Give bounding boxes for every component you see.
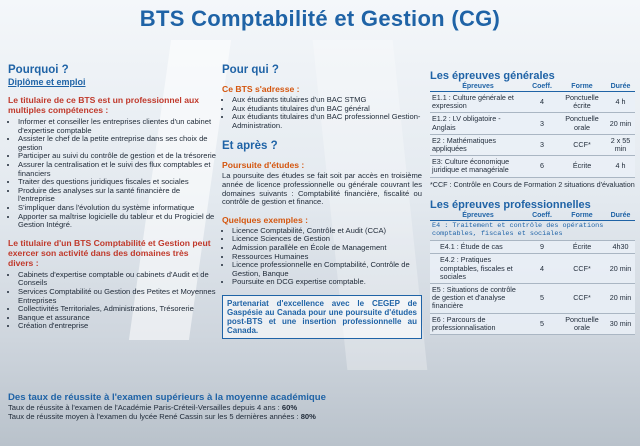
cell-epreuve: E5 : Situations de contrôle de gestion et d'analyse financière	[430, 284, 526, 314]
column-header: Coeff.	[526, 211, 558, 221]
table-row	[430, 156, 635, 177]
column-right	[430, 70, 635, 335]
cell-coeff: 3	[526, 134, 558, 155]
subheading-diplome: Diplôme et emploi	[8, 77, 86, 87]
column-header: Coeff.	[526, 82, 558, 92]
list-item: • Traiter des questions juridiques fiscales et sociales	[18, 178, 216, 187]
cell-forme: CCF*	[558, 254, 606, 284]
column-middle	[222, 64, 422, 339]
cell-forme: Écrite	[558, 241, 606, 254]
success-value: 80%	[300, 412, 316, 421]
section-title-poursuite: Poursuite d'études :	[222, 160, 305, 171]
cell-duree: 4 h	[606, 92, 635, 113]
cell-coeff: 3	[526, 113, 558, 134]
column-header: Forme	[558, 211, 606, 221]
list-item: • Cabinets d'expertise comptable ou cabinets d'Audit et de Conseils	[18, 271, 216, 288]
column-header: Forme	[558, 82, 606, 92]
cell-duree: 2 x 55 min	[606, 134, 635, 155]
cell-epreuve: E4.2 : Pratiques comptables, fiscales et sociales	[430, 254, 526, 284]
section-title-exemples: Quelques exemples :	[222, 214, 308, 225]
domaines-list	[8, 271, 216, 331]
cell-duree: 20 min	[606, 284, 635, 314]
column-header: Épreuves	[430, 211, 526, 221]
page-title: BTS Comptabilité et Gestion (CG)	[139, 6, 501, 31]
cell-epreuve: E1.2 : LV obligatoire - Anglais	[430, 113, 526, 134]
success-rate-section	[8, 392, 428, 421]
exemples-list	[222, 227, 422, 287]
list-item: • Aux étudiants titulaires d'un BAC professionnel Gestion-Administration.	[232, 113, 422, 130]
column-header: Durée	[606, 82, 635, 92]
list-item: • Poursuite en DCG expertise comptable.	[232, 278, 422, 287]
success-value: 60%	[281, 403, 298, 412]
cell-coeff: 4	[526, 254, 558, 284]
list-item: • Participer au suivi du contrôle de gestion et de la trésorerie	[18, 152, 216, 161]
section-title-competences: Le titulaire de ce BTS est un professionnel aux multiples compétences :	[8, 95, 200, 115]
cell-epreuve: E4.1 : Étude de cas	[430, 241, 526, 254]
list-item: • Assister le chef de la petite entreprise dans ses choix de gestion	[18, 135, 216, 152]
table-row	[430, 113, 635, 134]
list-item: • Services Comptabilité ou Gestion des Petites et Moyennes Entreprises	[18, 288, 216, 305]
cell-duree: 30 min	[606, 313, 635, 334]
heading-epreuves-pro: Les épreuves professionnelles	[430, 199, 591, 212]
public-list	[222, 96, 422, 130]
heading-et-apres: Et après ?	[222, 140, 278, 153]
list-item: • Aux étudiants titulaires d'un BAC STMG	[232, 96, 422, 105]
cell-forme: CCF*	[558, 284, 606, 314]
table-row	[430, 284, 635, 314]
table-row	[430, 241, 635, 254]
cell-forme: Ponctuelle orale	[558, 313, 606, 334]
e4-header: E4 : Traitement et contrôle des opérations comptables, fiscales et sociales	[430, 221, 635, 241]
table-row	[430, 254, 635, 284]
list-item: • Collectivités Territoriales, Administrations, Trésorerie	[18, 305, 216, 314]
list-item: • Licence Comptabilité, Contrôle et Audit (CCA)	[232, 227, 422, 236]
cell-epreuve: E6 : Parcours de professionnalisation	[430, 313, 526, 334]
cell-duree: 4 h	[606, 156, 635, 177]
list-item: • Apporter sa maîtrise logicielle du tableur et du Progiciel de Gestion Intégré.	[18, 213, 216, 230]
cell-duree: 20 min	[606, 113, 635, 134]
section-title-domaines: Le titulaire d'un BTS Comptabilité et Gestion peut exercer son activité dans des domaines très divers :	[8, 237, 211, 268]
success-line-text: Taux de réussite à l'examen de l'Académie Paris-Créteil-Versailles depuis 4 ans :	[8, 403, 282, 412]
cell-epreuve: E1.1 : Culture générale et expression	[430, 92, 526, 113]
pro-exams-table	[430, 211, 635, 335]
cell-epreuve: E2 : Mathématiques appliquées	[430, 134, 526, 155]
list-item: • Ressources Humaines	[232, 253, 422, 262]
cell-coeff: 9	[526, 241, 558, 254]
column-left	[8, 64, 216, 331]
cell-duree: 20 min	[606, 254, 635, 284]
table-row	[430, 92, 635, 113]
table-row	[430, 313, 635, 334]
cell-coeff: 4	[526, 92, 558, 113]
cell-coeff: 5	[526, 284, 558, 314]
success-line-text: Taux de réussite moyen à l'examen du lycée René Cassin sur les 5 dernières années :	[8, 412, 301, 421]
cell-duree: 4h30	[606, 241, 635, 254]
competences-list	[8, 118, 216, 230]
list-item: • Licence professionnelle en Comptabilité, Contrôle de Gestion, Banque	[232, 261, 422, 278]
heading-epreuves-generales: Les épreuves générales	[430, 70, 555, 82]
list-item: • Admission parallèle en École de Management	[232, 244, 422, 253]
ccf-note: *CCF : Contrôle en Cours de Formation 2 situations d'évaluation	[430, 179, 635, 189]
cell-forme: CCF*	[558, 134, 606, 155]
general-exams-table	[430, 82, 635, 178]
cell-forme: Ponctuelle orale	[558, 113, 606, 134]
partner-box: Partenariat d'excellence avec le CEGEP de Gaspésie au Canada pour une poursuite d'études post-BTS et une insertion professionnelle au Canada.	[222, 295, 422, 339]
cell-epreuve: E3: Culture économique juridique et managériale	[430, 156, 526, 177]
list-item: • Aux étudiants titulaires d'un BAC général	[232, 105, 422, 114]
success-heading: Des taux de réussite à l'examen supérieurs à la moyenne académique	[8, 392, 326, 403]
column-header: Épreuves	[430, 82, 526, 92]
list-item: • S'impliquer dans l'évolution du système informatique	[18, 204, 216, 213]
list-item: • Assurer la centralisation et le suivi des flux comptables et financiers	[18, 161, 216, 178]
success-line	[8, 412, 428, 421]
cell-forme: Ponctuelle écrite	[558, 92, 606, 113]
column-header: Durée	[606, 211, 635, 221]
heading-pour-qui: Pour qui ?	[222, 64, 279, 76]
list-item: • Banque et assurance	[18, 314, 216, 323]
cell-coeff: 6	[526, 156, 558, 177]
list-item: • Création d'entreprise	[18, 322, 216, 331]
poursuite-text: La poursuite des études se fait soit par accès en troisième année de licence professionnelle ou générale couvrant les domaines suivants : Comptabilité financière, fiscalité ou contrôle de gestion et finance.	[222, 171, 422, 207]
list-item: • Produire des analyses sur la santé financière de l'entreprise	[18, 187, 216, 204]
cell-forme: Écrite	[558, 156, 606, 177]
success-line	[8, 403, 428, 412]
list-item: • Licence Sciences de Gestion	[232, 235, 422, 244]
section-title-adresse: Ce BTS s'adresse :	[222, 84, 300, 94]
table-row	[430, 134, 635, 155]
list-item: • Informer et conseiller les entreprises clientes d'un cabinet d'expertise comptable	[18, 118, 216, 135]
heading-pourquoi: Pourquoi ?	[8, 64, 69, 76]
cell-coeff: 5	[526, 313, 558, 334]
